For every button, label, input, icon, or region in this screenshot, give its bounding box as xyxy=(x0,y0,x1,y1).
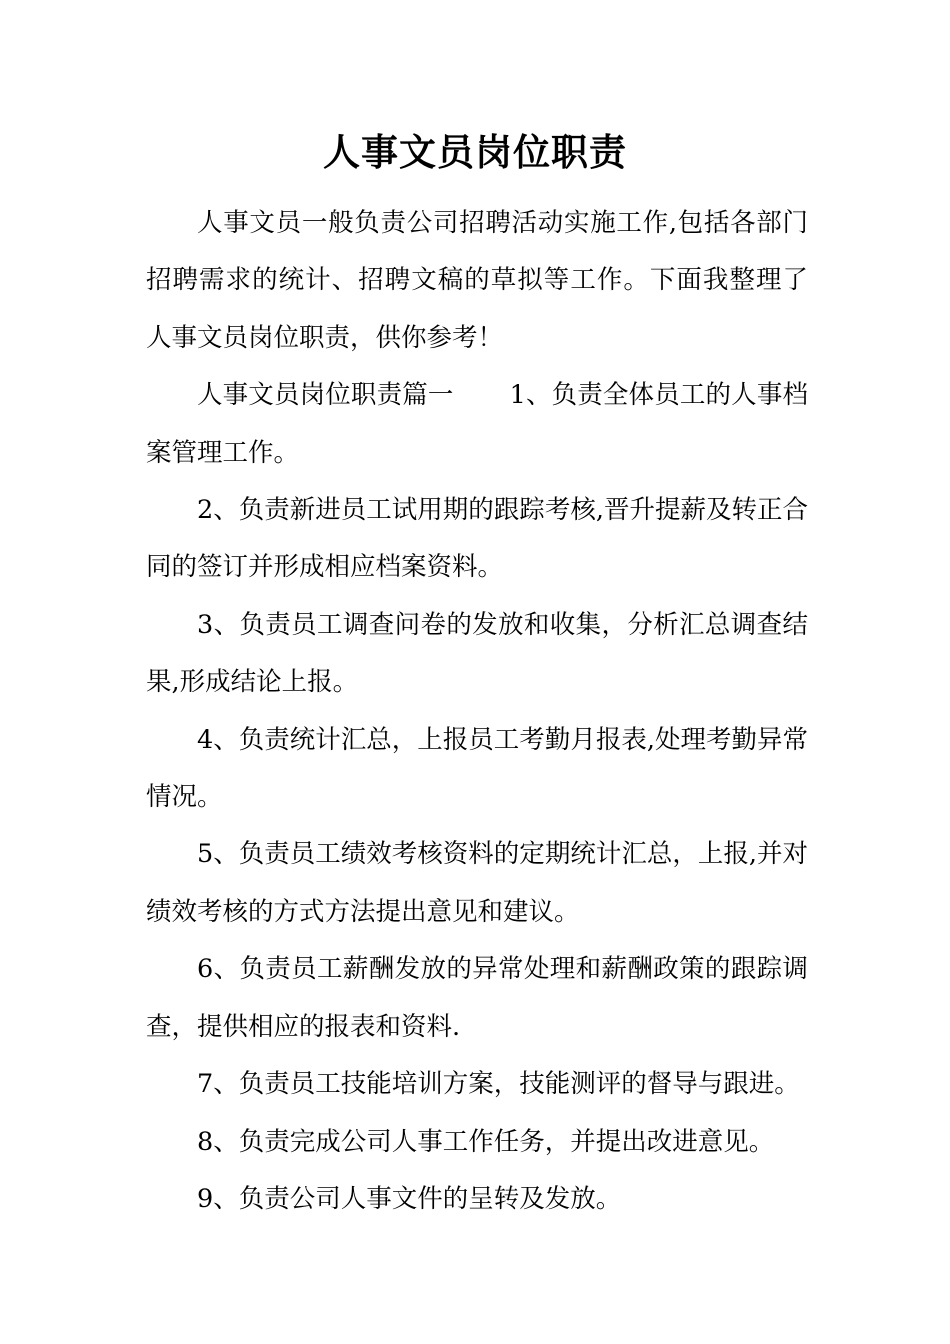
duty-item-3: 3、负责员工调查问卷的发放和收集，分析汇总调查结果,形成结论上报。 xyxy=(146,609,808,698)
duty-item-8: 8、负责完成公司人事工作任务，并提出改进意见。 xyxy=(197,1126,775,1157)
duty-item-1: 1、负责全体员工的人事档案管理工作。 xyxy=(146,380,808,468)
document-body xyxy=(146,195,808,1228)
duty-item-2: 2、负责新进员工试用期的跟踪考核,晋升提薪及转正合同的签订并形成相应档案资料。 xyxy=(146,495,808,583)
duty-item-5: 5、负责员工绩效考核资料的定期统计汇总，上报,并对绩效考核的方式方法提出意见和建议。 xyxy=(146,839,808,927)
document-title: 人事文员岗位职责 xyxy=(323,130,627,174)
duty-item-4: 4、负责统计汇总，上报员工考勤月报表,处理考勤异常情况。 xyxy=(146,724,808,813)
duty-item-9: 9、负责公司人事文件的呈转及发放。 xyxy=(197,1183,622,1214)
duty-item-7: 7、负责员工技能培训方案，技能测评的督导与跟进。 xyxy=(197,1069,800,1100)
section-heading: 人事文员岗位职责篇一 xyxy=(197,380,454,411)
section-paragraph xyxy=(146,367,808,482)
intro-paragraph: 人事文员一般负责公司招聘活动实施工作,包括各部门招聘需求的统计、招聘文稿的草拟等工作。下面我整理了人事文员岗位职责，供你参考！ xyxy=(146,208,808,353)
duty-item-6: 6、负责员工薪酬发放的异常处理和薪酬政策的跟踪调查，提供相应的报表和资料. xyxy=(146,954,808,1042)
